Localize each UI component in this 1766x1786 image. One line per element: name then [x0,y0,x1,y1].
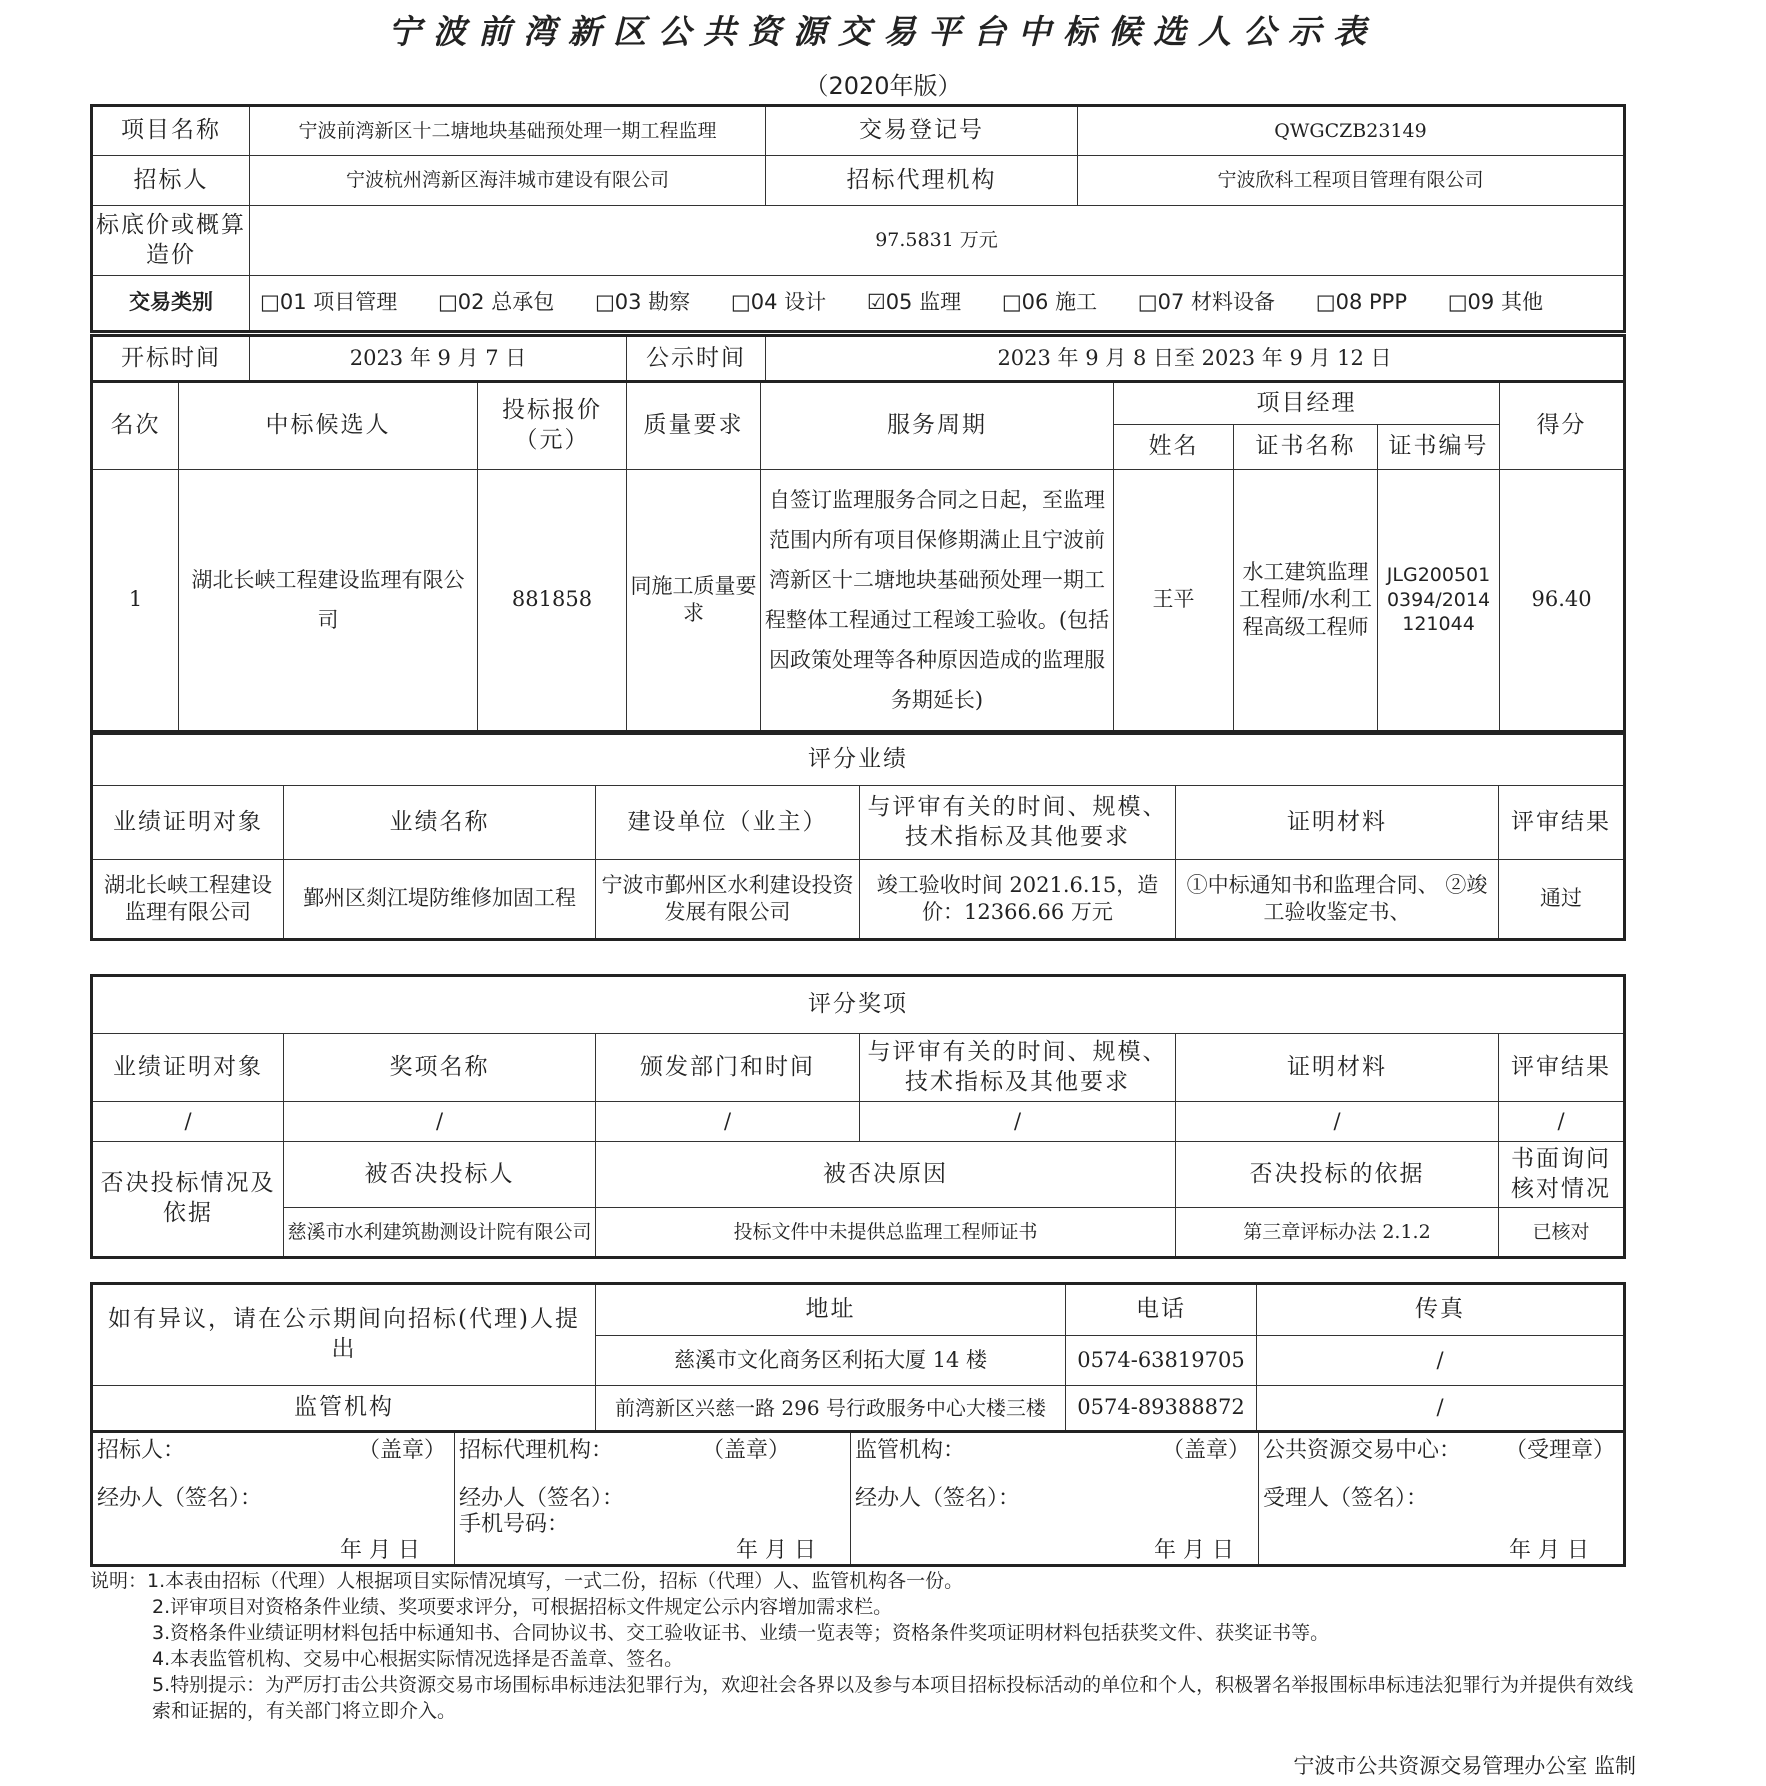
candidate-cell: 湖北长峡工程建设监理有限公司 [179,470,478,732]
signature-org: 公共资源交易中心： [1263,1438,1462,1463]
note-item: 4.本表监管机构、交易中心根据实际情况选择是否盖章、签名。 [152,1648,684,1670]
signature-block-tenderee [92,1432,455,1566]
table-row [92,860,1625,940]
cert-no-cell: JLG2005010394/2014121044 [1378,470,1500,732]
pm-name-cell: 王平 [1114,470,1234,732]
signature-person: 经办人（签名）： [459,1486,625,1511]
candidate-header: 中标候选人 [179,382,478,470]
rejection-label: 否决投标情况及依据 [92,1142,284,1258]
open-time-label: 开标时间 [92,336,250,382]
objection-address: 慈溪市文化商务区利拓大厦 14 楼 [596,1336,1066,1386]
tenderee-label: 招标人 [92,156,250,206]
perf-cell: 鄞州区剡江堤防维修加固工程 [284,860,596,940]
candidate-table [90,380,1626,733]
award-header: 业绩证明对象 [92,1034,284,1102]
transaction-type-label: 交易类别 [92,276,250,332]
perf-header: 评审结果 [1499,786,1625,860]
rejection-cell: 第三章评标办法 2.1.2 [1176,1208,1499,1258]
award-header: 与评审有关的时间、规模、技术指标及其他要求 [860,1034,1176,1102]
transaction-type-options [250,289,1623,316]
award-header: 颁发部门和时间 [596,1034,860,1102]
award-cell: / [596,1102,860,1142]
rejection-cell: 慈溪市水利建筑勘测设计院有限公司 [284,1208,596,1258]
quality-cell: 同施工质量要求 [627,470,761,732]
address-header: 地址 [596,1284,1066,1336]
publicity-time-label: 公示时间 [627,336,766,382]
award-header: 证明材料 [1176,1034,1499,1102]
signature-date: 年 月 日 [340,1538,420,1563]
perf-header: 业绩证明对象 [92,786,284,860]
score-cell: 96.40 [1500,470,1625,732]
signature-block-trading-center [1259,1432,1625,1566]
awards-section-title: 评分奖项 [92,976,1625,1034]
rejection-header: 被否决投标人 [284,1142,596,1208]
agency-label: 招标代理机构 [766,156,1078,206]
time-table [90,334,1626,383]
objection-table [90,1282,1626,1433]
score-header: 得分 [1500,382,1625,470]
supervisor-phone: 0574-89388872 [1066,1386,1257,1432]
type-option-checked: ☑05 监理 [866,290,962,315]
supervisor-label: 监管机构 [92,1386,596,1432]
type-option: □03 勘察 [594,290,691,315]
rank-header: 名次 [92,382,179,470]
awards-table [90,974,1626,1259]
rejection-header: 被否决原因 [596,1142,1176,1208]
signature-date: 年 月 日 [736,1538,816,1563]
type-option: □02 总承包 [437,290,555,315]
award-cell: / [860,1102,1176,1142]
objection-label: 如有异议，请在公示期间向招标(代理)人提出 [92,1284,596,1386]
type-option: □07 材料设备 [1137,290,1276,315]
signature-block-supervisor [851,1432,1259,1566]
signature-org: 招标人： [97,1438,186,1463]
cert-no-header: 证书编号 [1378,425,1500,470]
signature-stamp: （盖章） [357,1438,446,1463]
perf-cell: 通过 [1499,860,1625,940]
signature-person: 经办人（签名）： [97,1486,263,1511]
award-cell: / [284,1102,596,1142]
signature-org: 招标代理机构： [459,1438,614,1463]
service-period-header: 服务周期 [761,382,1114,470]
award-header: 评审结果 [1499,1034,1625,1102]
price-value: 97.5831 万元 [250,206,1625,276]
signature-org: 监管机构： [855,1438,966,1463]
project-name-value: 宁波前湾新区十二塘地块基础预处理一期工程监理 [250,106,766,156]
publicity-time-value: 2023 年 9 月 8 日至 2023 年 9 月 12 日 [766,336,1625,382]
note-item: 3.资格条件业绩证明材料包括中标通知书、合同协议书、交工验收证书、业绩一览表等；资格条件奖项证明材料包括获奖文件、获奖证书等。 [152,1622,1330,1644]
perf-cell: 宁波市鄞州区水利建设投资发展有限公司 [596,860,860,940]
cert-name-cell: 水工建筑监理工程师/水利工程高级工程师 [1234,470,1378,732]
signature-stamp: （盖章） [1161,1438,1250,1463]
signature-person: 经办人（签名）： [855,1486,1021,1511]
award-cell: / [1176,1102,1499,1142]
quality-header: 质量要求 [627,382,761,470]
signature-person: 受理人（签名）： [1263,1486,1429,1511]
rejection-cell: 投标文件中未提供总监理工程师证书 [596,1208,1176,1258]
perf-header: 与评审有关的时间、规模、技术指标及其他要求 [860,786,1176,860]
note-item: 说明：1.本表由招标（代理）人根据项目实际情况填写，一式二份，招标（代理）人、监管机构各一份。 [90,1570,964,1592]
pm-name-header: 姓名 [1114,425,1234,470]
agency-value: 宁波欣科工程项目管理有限公司 [1078,156,1625,206]
perf-header: 业绩名称 [284,786,596,860]
registration-value: QWGCZB23149 [1078,106,1625,156]
performance-section-title: 评分业绩 [92,734,1625,786]
signature-date: 年 月 日 [1154,1538,1234,1563]
project-manager-header: 项目经理 [1114,382,1500,425]
signature-stamp: （受理章） [1504,1438,1615,1463]
cert-name-header: 证书名称 [1234,425,1378,470]
registration-label: 交易登记号 [766,106,1078,156]
rejection-header: 否决投标的依据 [1176,1142,1499,1208]
type-option: □04 设计 [730,290,827,315]
type-option: □06 施工 [1001,290,1098,315]
performance-table [90,732,1626,941]
signature-date: 年 月 日 [1509,1538,1589,1563]
type-option: □08 PPP [1315,290,1407,315]
table-row [92,470,1625,732]
phone-header: 电话 [1066,1284,1257,1336]
table-row [92,1102,1625,1142]
open-time-value: 2023 年 9 月 7 日 [250,336,627,382]
bid-price-header: 投标报价（元） [478,382,627,470]
award-cell: / [1499,1102,1625,1142]
objection-fax: / [1257,1336,1625,1386]
document-title: 宁波前湾新区公共资源交易平台中标候选人公示表 [388,12,1378,51]
perf-header: 建设单位（业主） [596,786,860,860]
objection-phone: 0574-63819705 [1066,1336,1257,1386]
supervisor-fax: / [1257,1386,1625,1432]
perf-header: 证明材料 [1176,786,1499,860]
supervisor-address: 前湾新区兴慈一路 296 号行政服务中心大楼三楼 [596,1386,1066,1432]
perf-cell: ①中标通知书和监理合同、 ②竣工验收鉴定书、 [1176,860,1499,940]
rejection-cell: 已核对 [1499,1208,1625,1258]
project-info-table [90,104,1626,333]
fax-header: 传真 [1257,1284,1625,1336]
type-option: □09 其他 [1447,290,1543,315]
project-name-label: 项目名称 [92,106,250,156]
award-cell: / [92,1102,284,1142]
perf-cell: 湖北长峡工程建设监理有限公司 [92,860,284,940]
signature-phone: 手机号码： [459,1512,570,1537]
edition-label: （2020年版） [804,72,962,100]
notes-section [90,1568,1710,1724]
type-option: □01 项目管理 [260,290,398,315]
signature-table [90,1430,1626,1567]
note-item: 5.特别提示：为严厉打击公共资源交易市场围标串标违法犯罪行为，欢迎社会各界以及参与本项目招标投标活动的单位和个人，积极署名举报围标串标违法犯罪行为并提供有效线索和证据的，有关部门将立即介入。 [152,1674,1634,1722]
service-period-cell: 自签订监理服务合同之日起，至监理范围内所有项目保修期满止且宁波前湾新区十二塘地块基础预处理一期工程整体工程通过工程竣工验收。(包括因政策处理等各种原因造成的监理服务期延长) [761,470,1114,732]
perf-cell: 竣工验收时间 2021.6.15，造价：12366.66 万元 [860,860,1176,940]
bid-price-cell: 881858 [478,470,627,732]
note-item: 2.评审项目对资格条件业绩、奖项要求评分，可根据招标文件规定公示内容增加需求栏。 [152,1596,893,1618]
price-label: 标底价或概算造价 [92,206,250,276]
table-row [92,1208,1625,1258]
rejection-header: 书面询问核对情况 [1499,1142,1625,1208]
signature-stamp: （盖章） [701,1438,790,1463]
footer-supervisor: 宁波市公共资源交易管理办公室 监制 [1293,1754,1636,1778]
signature-block-agency [455,1432,851,1566]
tenderee-value: 宁波杭州湾新区海沣城市建设有限公司 [250,156,766,206]
award-header: 奖项名称 [284,1034,596,1102]
rank-cell: 1 [92,470,179,732]
